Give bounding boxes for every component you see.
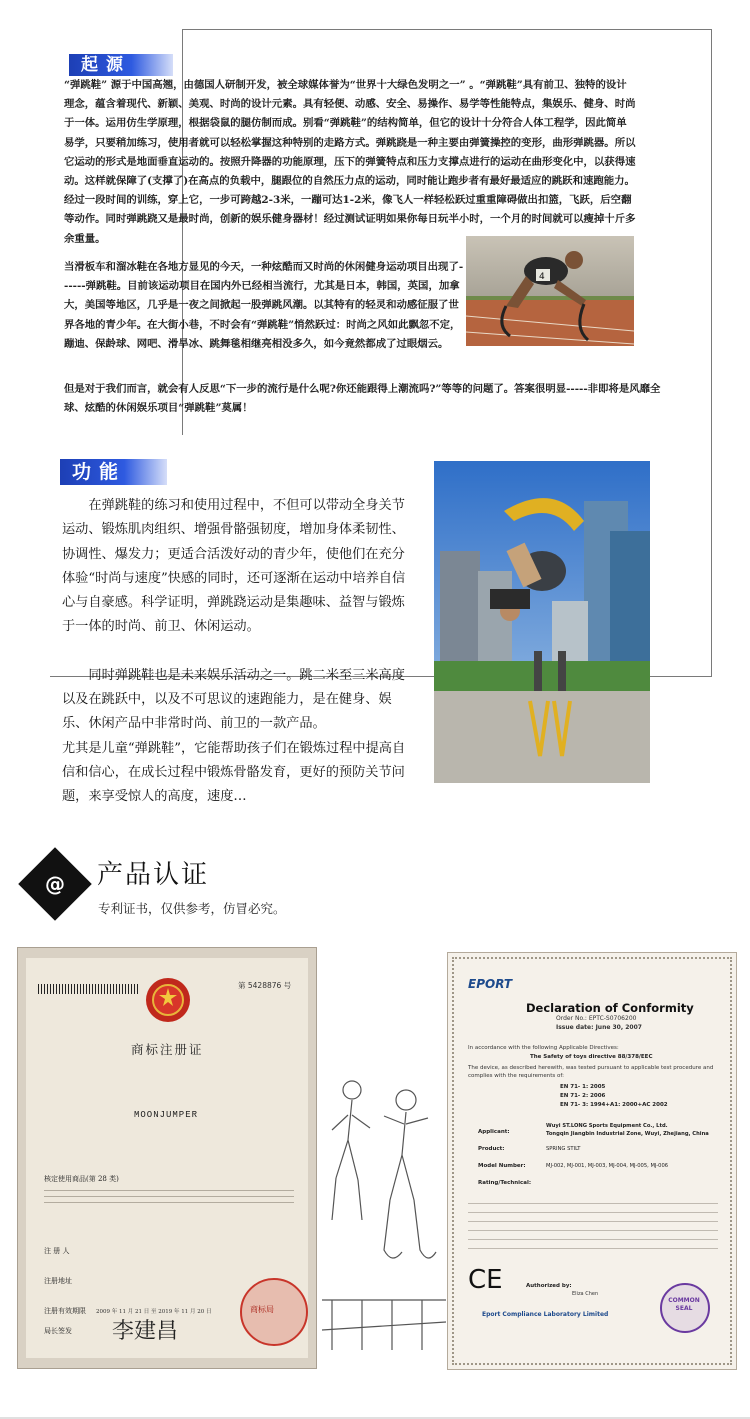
conformity-standard-3: EN 71- 3: 1994+A1: 2000+AC 2002 [560,1102,668,1108]
origin-paragraph-1-text: “弹跳鞋” 源于中国高翘，由德国人研制开发，被全球媒体誉为“世界十大绿色发明之一” 。“弹跳鞋”具有前卫、独特的设计理念，蕴含着现代、新颖、美观、时尚的设计元素。具有轻便、动感、安全、易操作、易学等性能特点，集娱乐、健身、时尚于一体。运用仿生学原理，根据袋鼠的腿仿制而成。别看“弹跳鞋”的结构简单，但它的设计十分符合人体工程学，因此简单易学，只要稍加练习，使用者就可以轻松掌握这种特别的走路方式。弹跳跷是一种主要由弹簧操控的变形，曲形弹跳器。所以它运动的形式是地面垂直运动的。按照升降器的功能原理，压下的弹簧特点和压力支撑点进行的运动在曲形变化中，以获得速动。这样就保障了(支撑了)在高点的负载中，腿跟位的自然压力点的运动，同时能让跑步者有最好最适应的跳跃和速跑能力。经过一段时间的训练，穿上它，一步可跨越2-3米，一蹦可达1-2米，像飞人一样轻松跃过重重障碍做出扣篮，飞跃，后空翻等动作。同时弹跳跷又是最时尚，创新的娱乐健身器材！经过测试证明如果你每日玩半小时，一个月的时间就可以瘦掉十斤多余重量。 [64,79,636,245]
conformity-issue-date: Issue date: June 30, 2007 [556,1024,642,1031]
conformity-directive: The Safety of toys directive 88/378/EEC [530,1054,653,1060]
conformity-heading: Declaration of Conformity [526,1001,694,1015]
conformity-intro: In accordance with the following Applicable Directives: [468,1045,619,1051]
national-emblem-icon [144,976,192,1024]
trademark-certificate [17,947,317,1369]
function-text [62,494,407,810]
certification-subtitle: 专利证书，仅供参考，仿冒必究。 [98,901,286,916]
trademark-brand: MOONJUMPER [134,1110,199,1120]
trademark-seal-text: 商标局 [250,1305,274,1314]
at-symbol-icon: @ [45,872,65,896]
trademark-goods-label: 核定使用商品(第 28 类) [44,1175,119,1183]
conformity-statement: The device, as described herewith, was tested pursuant to applicable test procedure and complies with the requirements of: [468,1065,714,1079]
origin-paragraph-1 [64,76,636,249]
trademark-registrant-label: 注 册 人 [44,1247,70,1255]
barcode [38,984,138,994]
backflip-photo [434,461,650,783]
trademark-director-label: 局长签发 [44,1327,72,1335]
conformity-standard-2: EN 71- 2: 2006 [560,1093,606,1099]
trademark-signature: 李建昌 [112,1319,179,1344]
conformity-standard-1: EN 71- 1: 2005 [560,1084,606,1090]
model-label: Model Number: [478,1163,526,1169]
frame-line-right [711,29,712,677]
lab-name: Eport Compliance Laboratory Limited [482,1311,609,1318]
conformity-order-no: Order No.: EPTC-S0706200 [556,1015,637,1022]
trademark-number: 第 5428876 号 [238,981,292,990]
frame-line-top [182,29,712,30]
model-value: MJ-002, MJ-001, MJ-003, MJ-004, MJ-005, MJ-006 [546,1163,669,1169]
conformity-fine-print [468,1203,718,1253]
origin-paragraph-3: 但是对于我们而言，就会有人反思“下一步的流行是什么呢?你还能跟得上潮流吗?”等等的问题了。答案很明显-----非即将是风靡全球、炫酷的休闲娱乐项目“弹跳鞋”莫属！ [64,383,661,415]
sprinter-photo [466,236,634,346]
origin-title: 起源 [69,54,173,76]
applicant-label: Applicant: [478,1129,510,1135]
trademark-address-label: 注册地址 [44,1277,72,1285]
trademark-validity-value: 2009 年 11 月 21 日 至 2019 年 11 月 20 日 [96,1309,212,1315]
certification-title: 产品认证 [97,860,210,890]
applicant-address: Tongqin Jiangbin Industrial Zone, Wuyi, Zhejiang, China [546,1131,709,1137]
rating-label: Rating/Technical: [478,1180,532,1186]
product-label: Product: [478,1146,505,1152]
product-value: SPRING STILT [546,1146,581,1152]
function-paragraph-1: 在弹跳鞋的练习和使用过程中，不但可以带动全身关节运动、锻炼肌肉组织、增强骨骼强韧度，增加身体柔韧性、协调性、爆发力；更适合活泼好动的青少年，使他们在充分体验“时尚与速度”快感的同时，还可逐渐在运动中培养自信心与自豪感。科学证明，弹跳跷运动是集趣味、益智与锻炼于一体的时尚、前卫、休闲运动。 [62,498,406,635]
trademark-validity-label: 注册有效期限 [44,1307,86,1315]
authorized-label: Authorized by: [526,1283,572,1289]
signer-name: Eliza Chen [572,1291,599,1297]
function-title: 功能 [60,459,167,485]
conformity-certificate [447,952,737,1370]
eport-logo: EPORT [468,977,513,991]
applicant-value: Wuyi ST.LONG Sports Equipment Co., Ltd. [546,1123,668,1129]
trademark-goods-text [44,1190,294,1208]
function-paragraph-3: 尤其是儿童“弹跳鞋”，它能帮助孩子们在锻炼过程中提高自信和信心，在成长过程中锻炼骨骼发育，更好的预防关节问题，来享受惊人的高度，速度… [62,740,406,805]
sketch-illustration [322,1060,446,1360]
trademark-certificate-paper [26,958,308,1358]
ce-mark: CE [468,1265,503,1295]
function-paragraph-2: 同时弹跳鞋也是未来娱乐活动之一。跳二米至三米高度以及在跳跃中，以及不可思议的速跑能力，是在健身、娱乐、休闲产品中非常时尚、前卫的一款产品。 [62,667,405,732]
origin-paragraph-2: 当滑板车和溜冰鞋在各地方显见的今天，一种炫酷而又时尚的休闲健身运动项目出现了------弹跳鞋。目前该运动项目在国内外已经相当流行，尤其是日本，韩国，英国，加拿大，美国等地区，几乎是一夜之间掀起一股弹跳风潮。以其特有的轻灵和动感征服了世界各地的青少年。在大街小巷，不时会有“弹跳鞋”悄然跃过：时尚之风如此飘忽不定，蹦迪、保龄球、网吧、滑旱冰、跳舞毯相继亮相没多久，如今竟然都成了过眼烟云。 [64,261,464,350]
trademark-heading: 商标注册证 [131,1042,204,1057]
svg-text:4: 4 [539,272,545,282]
common-seal-text: COMMON SEAL [668,1297,700,1312]
